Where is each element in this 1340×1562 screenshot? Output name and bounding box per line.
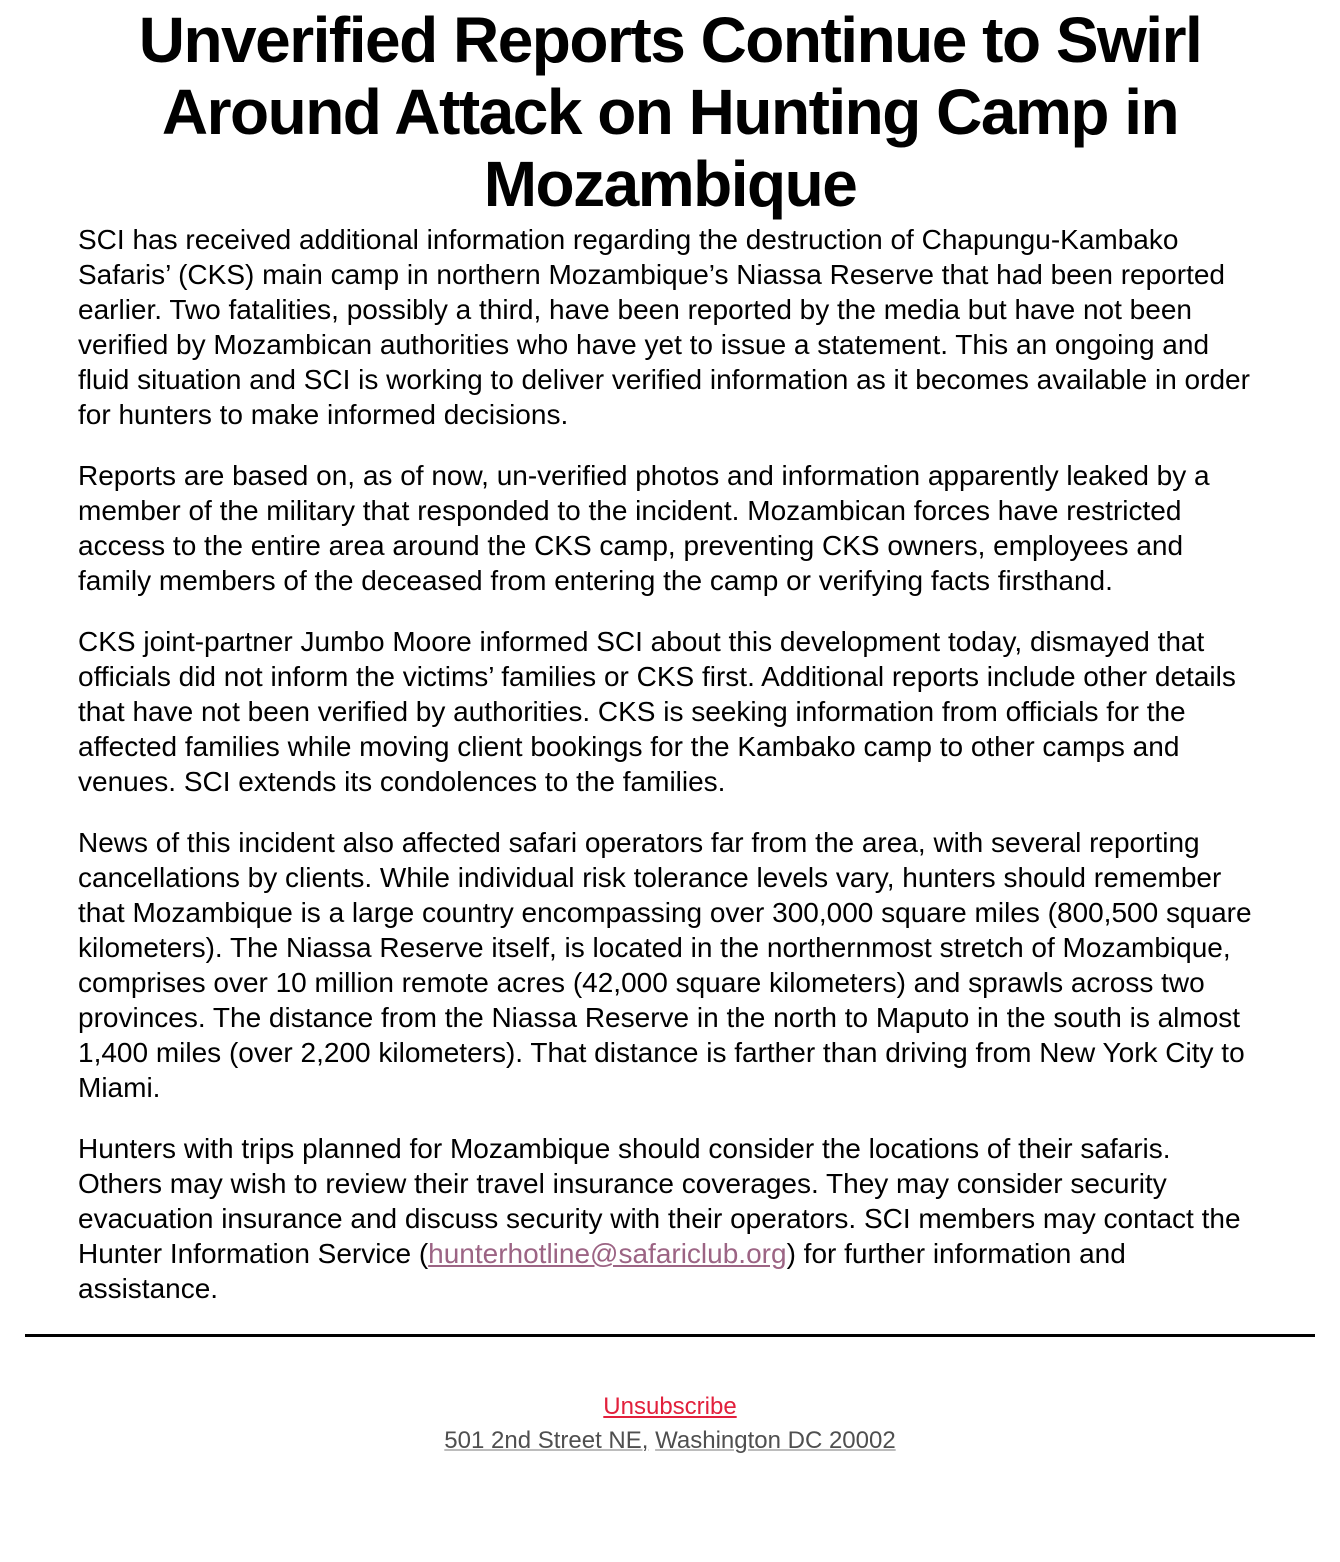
mailing-address [0,1425,1340,1457]
page-title-line-1: Unverified Reports Continue to Swirl [138,4,1202,76]
paragraph-2: Reports are based on, as of now, un-verified photos and information apparently leaked by a member of the military that responded to the incident. Mozambican forces have restricted access to the entire area around the CKS camp, preventing CKS owners, employees and family members of the deceased from entering the camp or verifying facts firsthand. [78,460,1210,596]
paragraph-5 [78,1131,1262,1306]
unsubscribe-row [0,1391,1340,1423]
page-title-line-2: Around Attack on Hunting Camp in [161,76,1179,148]
paragraph-4: News of this incident also affected safari operators far from the area, with several reporting cancellations by clients. While individual risk tolerance levels vary, hunters should remember that Mozambique is a large country encompassing over 300,000 square miles (800,500 square kilometers). The Niassa Reserve itself, is located in the northernmost stretch of Mozambique, comprises over 10 million remote acres (42,000 square kilometers) and sprawls across two provinces. The distance from the Niassa Reserve in the north to Maputo in the south is almost 1,400 miles (over 2,200 kilometers). That distance is farther than driving from New York City to Miami. [78,827,1252,1103]
address-link-street[interactable]: 501 2nd Street NE, [444,1427,649,1454]
paragraph-1: SCI has received additional information regarding the destruction of Chapungu-Kambako Safaris’ (CKS) main camp in northern Mozambique’s Niassa Reserve that had been reported earlier. Two fatalities, possibly a third, have been reported by the media but have not been verified by Mozambican authorities who have yet to issue a statement. This an ongoing and fluid situation and SCI is working to deliver verified information as it becomes available in order for hunters to make informed decisions. [78,224,1250,430]
footer [0,1391,1340,1457]
closing-text-after: ) for further information and assistance. [78,1238,1126,1304]
address-link-city[interactable]: Washington DC 20002 [655,1427,896,1454]
page-title [0,0,1340,220]
closing-text-before: Hunters with trips planned for Mozambique should consider the locations of their safaris. Others may wish to review their travel insurance coverages. They may consider security evacuation insurance and discuss security with their operators. SCI members may contact the Hunter Information Service ( [78,1133,1241,1269]
page-title-line-3: Mozambique [483,148,857,220]
hunter-hotline-email-link[interactable]: hunterhotline@safariclub.org [428,1238,787,1269]
unsubscribe-link[interactable]: Unsubscribe [603,1393,737,1420]
article-body [78,222,1262,1306]
paragraph-3: CKS joint-partner Jumbo Moore informed SCI about this development today, dismayed that officials did not inform the victims’ families or CKS first. Additional reports include other details that have not been verified by authorities. CKS is seeking information from officials for the affected families while moving client bookings for the Kambako camp to other camps and venues. SCI extends its condolences to the families. [78,626,1236,797]
footer-divider [25,1334,1315,1337]
